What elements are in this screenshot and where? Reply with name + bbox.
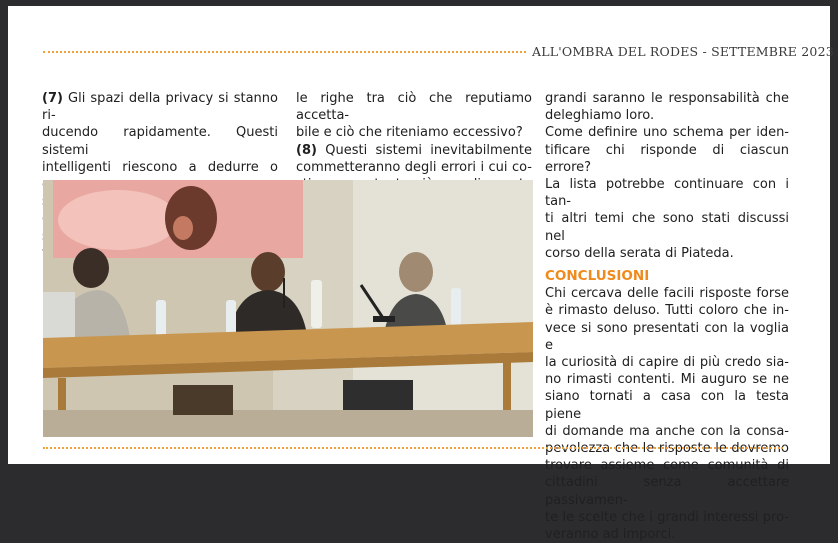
text-line: no rimasti contenti. Mi auguro se ne xyxy=(545,372,789,388)
text-line: Come definire uno schema per iden- xyxy=(545,125,789,141)
footer-rule xyxy=(43,447,783,449)
section-title: CONCLUSIONI xyxy=(545,268,650,285)
text-line: intelligenti riescono a dedurre o xyxy=(42,159,278,175)
text-line: La lista potrebbe continuare con i tan- xyxy=(545,177,789,210)
running-header: ALL'OMBRA DEL RODES - SETTEMBRE 2023 xyxy=(532,44,834,59)
text-line xyxy=(296,142,532,159)
text-line: le righe tra ciò che reputiamo accetta- xyxy=(296,91,532,124)
text-line: tificare chi risponde di ciascun errore? xyxy=(545,142,789,175)
text-line: siano tornati a casa con la testa piene xyxy=(545,389,789,422)
text-line: Gli spazi della privacy si stanno ri- xyxy=(42,91,278,124)
item-marker-8: (8) xyxy=(296,142,317,158)
text-line: deleghiamo loro. xyxy=(545,108,655,124)
text-line: commetteranno degli errori i cui co- xyxy=(296,159,532,175)
text-line xyxy=(42,90,278,124)
text-line: ti altri temi che sono stati discussi nel xyxy=(545,211,789,244)
item-marker-7: (7) xyxy=(42,91,63,106)
column-3 xyxy=(545,90,789,543)
header-rule xyxy=(43,51,526,53)
column-2 xyxy=(296,90,532,193)
text-line: cittadini senza accettare passivamen- xyxy=(545,475,789,508)
text-line: è rimasto deluso. Tutti coloro che in- xyxy=(545,303,789,319)
text-line: grandi saranno le responsabilità che xyxy=(545,91,789,106)
text-line: Questi sistemi inevitabilmente xyxy=(325,142,532,158)
text-line: vece si sono presentati con la voglia e xyxy=(545,320,789,353)
text-line: te le scelte che i grandi interessi pro- xyxy=(545,509,789,525)
text-line: bile e ciò che riteniamo eccessivo? xyxy=(296,125,523,141)
event-photo xyxy=(43,180,533,437)
text-line: veranno ad imporci. xyxy=(545,527,676,543)
text-line: ducendo rapidamente. Questi sistemi xyxy=(42,125,278,158)
text-line: pevolezza che le risposte le dovremo xyxy=(545,441,789,457)
text-line: Chi cercava delle facili risposte forse xyxy=(545,286,789,302)
text-line: corso della serata di Piateda. xyxy=(545,245,734,261)
text-line: la curiosità di capire di più credo sia- xyxy=(545,355,789,371)
text-line: di domande ma anche con la consa- xyxy=(545,423,789,439)
text-line: trovare assieme come comunità di xyxy=(545,458,789,474)
